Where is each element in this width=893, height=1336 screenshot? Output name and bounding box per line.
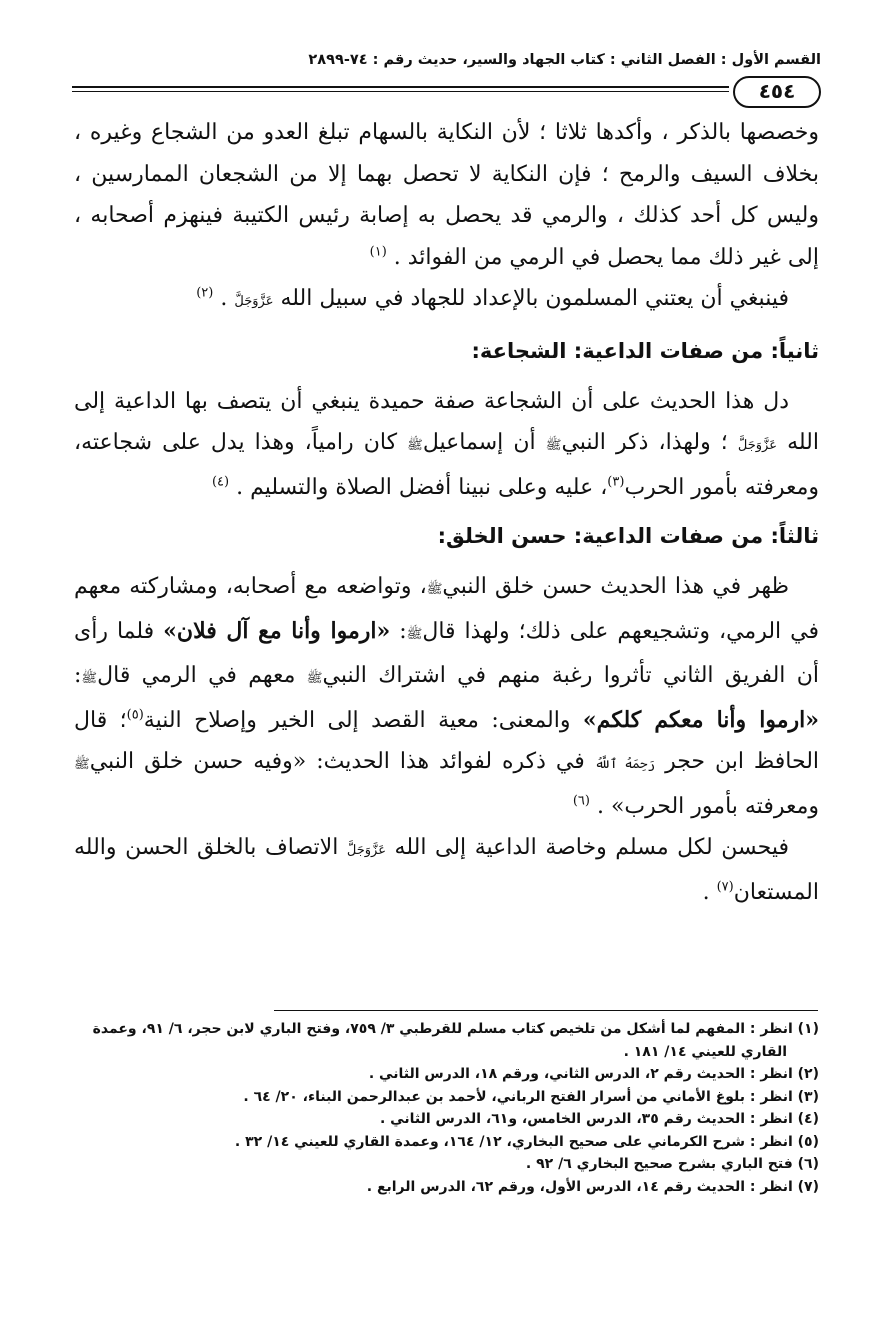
honorific-scholar: رَحِمَهُ ٱللَّهُ xyxy=(594,757,656,772)
footnote-5: (٥) انظر : شرح الكرماني على صحيح البخاري، ١٢/ ١٦٤، وعمدة القاري للعيني ١٤/ ٣٢ . xyxy=(234,1133,819,1150)
footnotes xyxy=(74,1018,819,1198)
header-rule-area xyxy=(72,76,821,106)
honorific-prophet: ﷺ xyxy=(426,582,443,597)
header-divider xyxy=(72,86,729,92)
footnote-4: (٤) انظر : الحديث رقم ٣٥، الدرس الخامس، و٦١، الدرس الثاني . xyxy=(379,1111,819,1127)
honorific-prophet: ﷺ xyxy=(306,671,323,686)
footnote-divider xyxy=(274,1010,818,1011)
paragraph-courage: دل هذا الحديث على أن الشجاعة صفة حميدة ينبغي أن يتصف بها الداعية إلى الله عَزَّوَجَلَّ ؛ ولهذا، ذكر النبيﷺ أن إسماعيلﷺ كان رامياً، وهذا يدل على شجاعته، ومعرفته بأمور الحرب$^{(٣)}$، عليه وعلى نبينا أفضل الصلاة والتسليم . $^{(٤)}$ xyxy=(74,388,819,500)
footnote-ref-6[interactable]: (٦) xyxy=(572,793,590,809)
honorific-prophet: ﷺ xyxy=(407,438,423,453)
footnote-ref-5[interactable]: (٥) xyxy=(126,707,144,723)
main-text xyxy=(74,112,819,913)
paragraph-2: فينبغي أن يعتني المسلمون بالإعداد للجهاد في سبيل الله عَزَّوَجَلَّ . $^{(٢)}$ xyxy=(196,285,789,311)
footnote-6: (٦) فتح الباري بشرح صحيح البخاري ٦/ ٩٢ . xyxy=(525,1156,819,1172)
honorific-allah: عَزَّوَجَلَّ xyxy=(234,294,274,309)
footnote-ref-1[interactable]: (١) xyxy=(369,244,387,260)
page-number: ٤٥٤ xyxy=(733,76,821,108)
honorific-prophet: ﷺ xyxy=(74,757,90,772)
footnote-2: (٢) انظر : الحديث رقم ٢، الدرس الثاني، ورقم ١٨، الدرس الثاني . xyxy=(368,1066,819,1082)
honorific-prophet: ﷺ xyxy=(81,671,98,686)
heading-courage: ثانياً: من صفات الداعية: الشجاعة: xyxy=(471,338,819,363)
hadith-quote-1: «ارموا وأنا مع آل فلان» xyxy=(163,617,391,644)
footnote-ref-7[interactable]: (٧) xyxy=(716,879,734,895)
paragraph-conclusion: فيحسن لكل مسلم وخاصة الداعية إلى الله عَزَّوَجَلَّ الاتصاف بالخلق الحسن والله المستعان$^{(٧)}$ . xyxy=(74,835,819,905)
heading-good-character: ثالثاً: من صفات الداعية: حسن الخلق: xyxy=(437,524,819,548)
honorific-prophet: ﷺ xyxy=(545,438,562,453)
paragraph-1: وخصصها بالذكر ، وأكدها ثلاثا ؛ لأن النكاية بالسهام تبلغ العدو من الشجاع وغيره ، بخلاف السيف والرمح ؛ فإن النكاية لا تحصل بهما إلا من الشجعان الممارسين ، وليس كل أحد كذلك ، والرمي قد يحصل به إصابة رئيس الكتيبة فينهزم أصحابه ، إلى غير ذلك مما يحصل في الرمي من الفوائد . $^{(١)}$ xyxy=(74,120,819,270)
honorific-allah: عَزَّوَجَلَّ xyxy=(737,438,777,453)
footnote-1: (١) انظر : المفهم لما أشكل من تلخيص كتاب مسلم للقرطبي ٣/ ٧٥٩، وفتح الباري لابن حجر، ٦/ ٩١، وعمدة القاري للعيني ١٤/ ١٨١ . xyxy=(92,1021,819,1060)
footnote-3: (٣) انظر : بلوغ الأماني من أسرار الفتح الرباني، لأحمد بن عبدالرحمن البناء، ٢٠/ ٦٤ . xyxy=(243,1088,819,1105)
honorific-prophet: ﷺ xyxy=(406,626,423,642)
paragraph-character: ظهر في هذا الحديث حسن خلق النبيﷺ، وتواضعه مع أصحابه، ومشاركته معهم في الرمي، وتشجيعهم على ذلك؛ ولهذا قالﷺ: «ارموا وأنا مع آل فلان» فلما رأى أن الفريق الثاني تأثروا رغبة منهم في اشتراك النبيﷺ معهم في الرمي قالﷺ: «ارموا وأنا معكم كلكم» والمعنى: معية القصد إلى الخير وإصلاح النية$^{(٥)}$؛ قال الحافظ ابن حجر رَحِمَهُ ٱللَّهُ في ذكره لفوائد هذا الحديث: «وفيه حسن خلق النبيﷺ ومعرفته بأمور الحرب» . $^{(٦)}$ xyxy=(74,574,820,819)
footnote-ref-2[interactable]: (٢) xyxy=(196,285,214,301)
footnote-ref-4[interactable]: (٤) xyxy=(211,474,230,490)
honorific-allah: عَزَّوَجَلَّ xyxy=(346,843,386,858)
hadith-quote-2: «ارموا وأنا معكم كلكم» xyxy=(582,706,820,733)
footnote-ref-3[interactable]: (٣) xyxy=(607,474,625,490)
footnote-7: (٧) انظر : الحديث رقم ١٤، الدرس الأول، ورقم ٦٢، الدرس الرابع . xyxy=(366,1178,819,1195)
running-header: القسم الأول : الفصل الثاني : كتاب الجهاد والسير، حديث رقم : ٧٤-٢٨٩٩ xyxy=(308,52,821,68)
